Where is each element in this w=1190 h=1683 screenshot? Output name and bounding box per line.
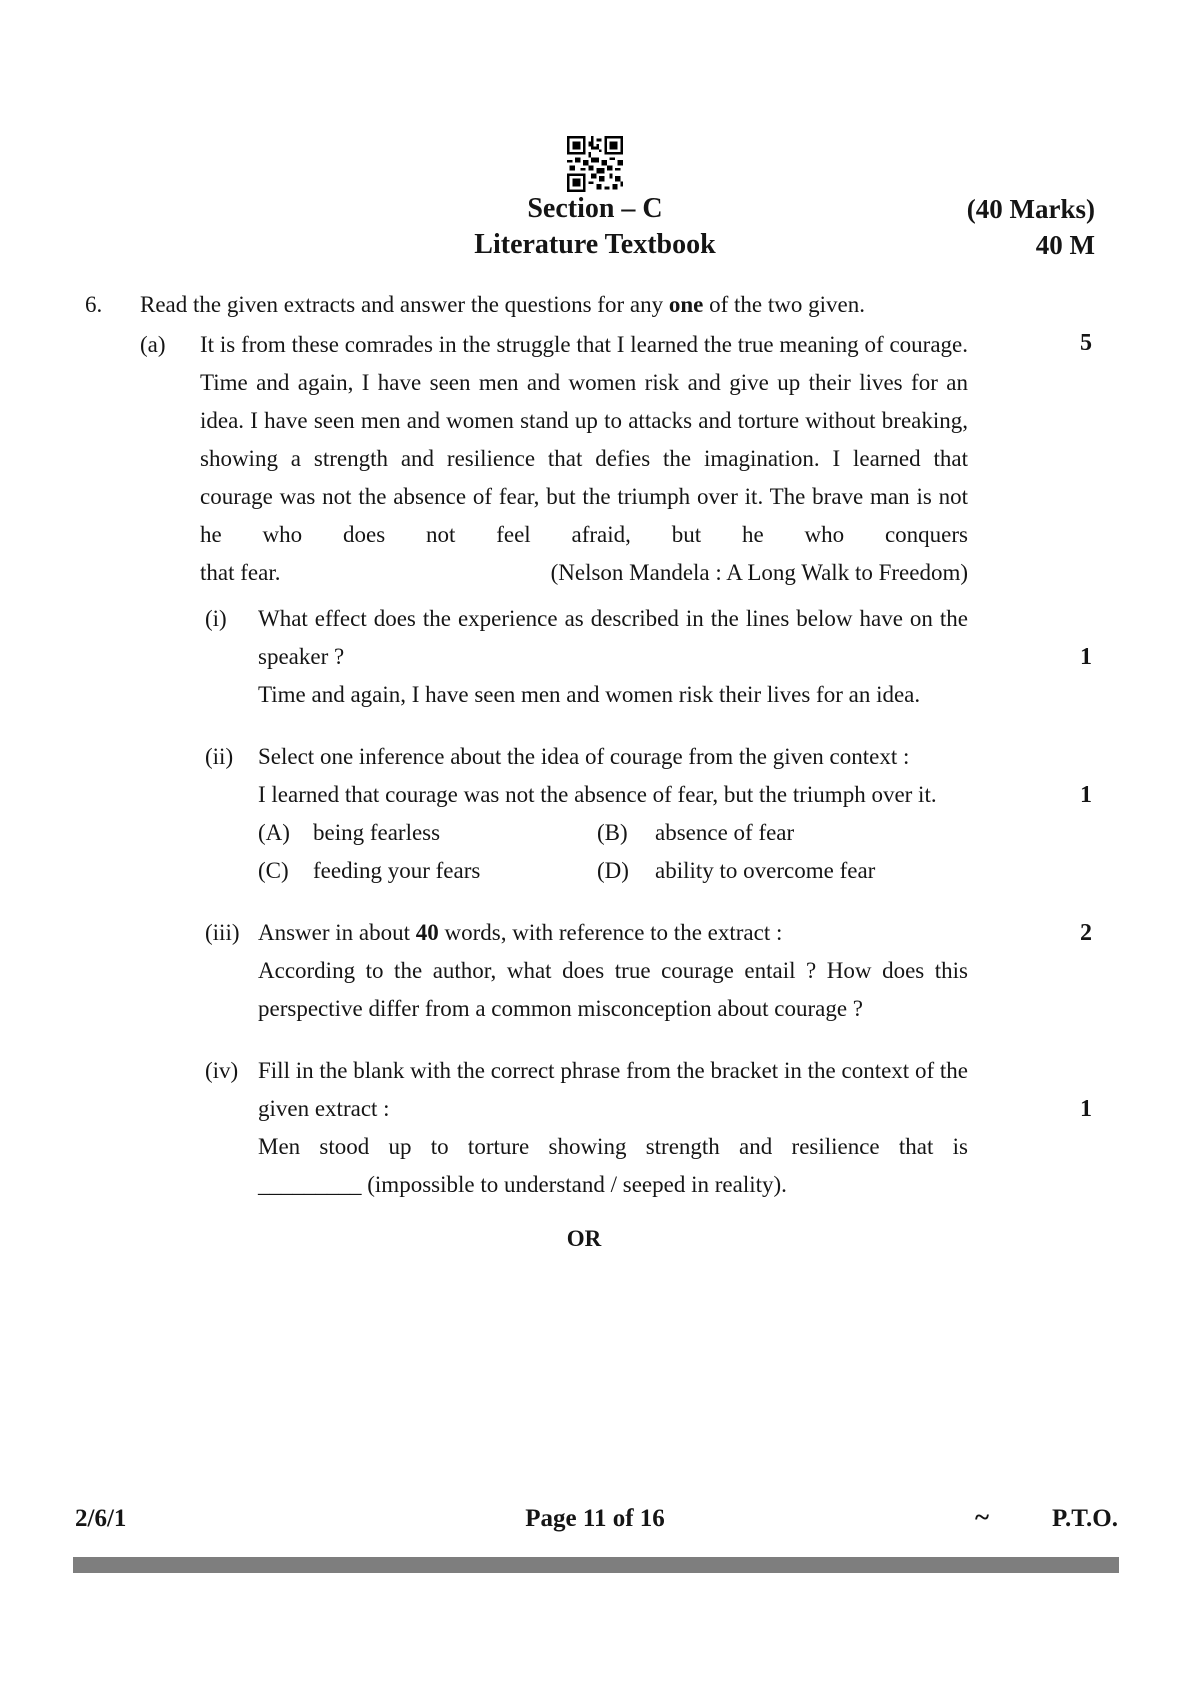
marks-value-iv: 1 [1080,1096,1092,1122]
option-d-text: ability to overcome fear [655,858,876,883]
sub-question-ii [205,738,1092,890]
intro-text-bold: one [668,292,704,317]
sub-question-iv-statement: Men stood up to torture showing strength and resilience that is [258,1134,968,1159]
option-b-label: (B) [597,820,628,845]
footer-pto-label: P.T.O. [1052,1505,1118,1532]
question-6-intro [140,286,1092,356]
footer-tilde: ~ [975,1502,990,1532]
marks-value-iii: 2 [1080,920,1092,946]
extract-a-attribution: (Nelson Mandela : A Long Walk to Freedom) [550,560,968,585]
sub-question-i [205,600,1092,714]
intro-text-after: of the two given. [703,292,865,317]
footer-divider-bar [73,1557,1119,1573]
footer-page-label: Page 11 of 16 [525,1505,665,1532]
question-6-block [85,286,1095,1258]
section-title: Section – C [527,193,663,224]
option-a-text: being fearless [313,820,441,845]
marks-value-i: 1 [1080,644,1092,670]
sub-question-iii-label: (iii) [205,920,240,945]
footer-paper-code: 2/6/1 [75,1505,127,1532]
extract-a-text: It is from these comrades in the struggle that I learned the true meaning of courage. Time and again, I have seen men and women risk and give up their lives for an idea. I have seen men and women stand up to attacks and torture without breaking, showing a strength and resilience that defies the imagination. I learned that courage was not the absence of fear, but the triumph over it. The brave man is not he who does not feel afraid, but he who conquers [200,332,968,547]
option-c-label: (C) [258,858,289,883]
sub-question-ii-text: Select one inference about the idea of courage from the given context : [258,744,910,769]
sub-question-ii-label: (ii) [205,744,234,769]
option-c-text: feeding your fears [313,858,481,883]
extract-a [140,326,968,592]
section-marks: (40 Marks) [966,194,1095,224]
marks-value-q6: 5 [1080,330,1092,356]
extract-a-label: (a) [140,332,166,357]
sub-question-iii-text [258,914,968,952]
sub-question-iii [205,914,1092,1028]
sub-question-iv-text: Fill in the blank with the correct phrase from the bracket in the context of the given extract : [258,1058,968,1121]
intro-text-before: Read the given extracts and answer the questions for any [140,292,669,317]
sub-question-i-text: What effect does the experience as described in the lines below have on the speaker ? [258,606,968,669]
option-d-label: (D) [597,858,629,883]
section-subtitle: Literature Textbook [474,229,716,260]
sub-question-i-label: (i) [205,606,227,631]
question-number: 6. [85,292,103,317]
sub-question-i-quote: Time and again, I have seen men and women risk their lives for an idea. [258,682,921,707]
iii-text-before: Answer in about [258,920,416,945]
option-a-label: (A) [258,820,290,845]
mcq-options [258,814,968,890]
extract-a-tail: that fear. [200,560,281,585]
option-b-text: absence of fear [655,820,795,845]
iii-text-bold: 40 [415,920,439,945]
sub-question-ii-quote: I learned that courage was not the absence of fear, but the triumph over it. [258,782,937,807]
sub-question-iv-blank-line: _________ (impossible to understand / seeped in reality). [258,1172,787,1197]
qr-code-icon [567,136,623,192]
subtitle-marks: 40 M [1035,230,1095,260]
sub-question-iv-label: (iv) [205,1058,239,1083]
sub-question-iii-body: According to the author, what does true courage entail ? How does this perspective differ from a common misconception about courage ? [258,958,968,1021]
iii-text-after: words, with reference to the extract : [438,920,783,945]
or-separator: OR [566,1226,602,1251]
sub-question-iv [205,1052,1092,1204]
marks-value-ii: 1 [1080,782,1092,808]
